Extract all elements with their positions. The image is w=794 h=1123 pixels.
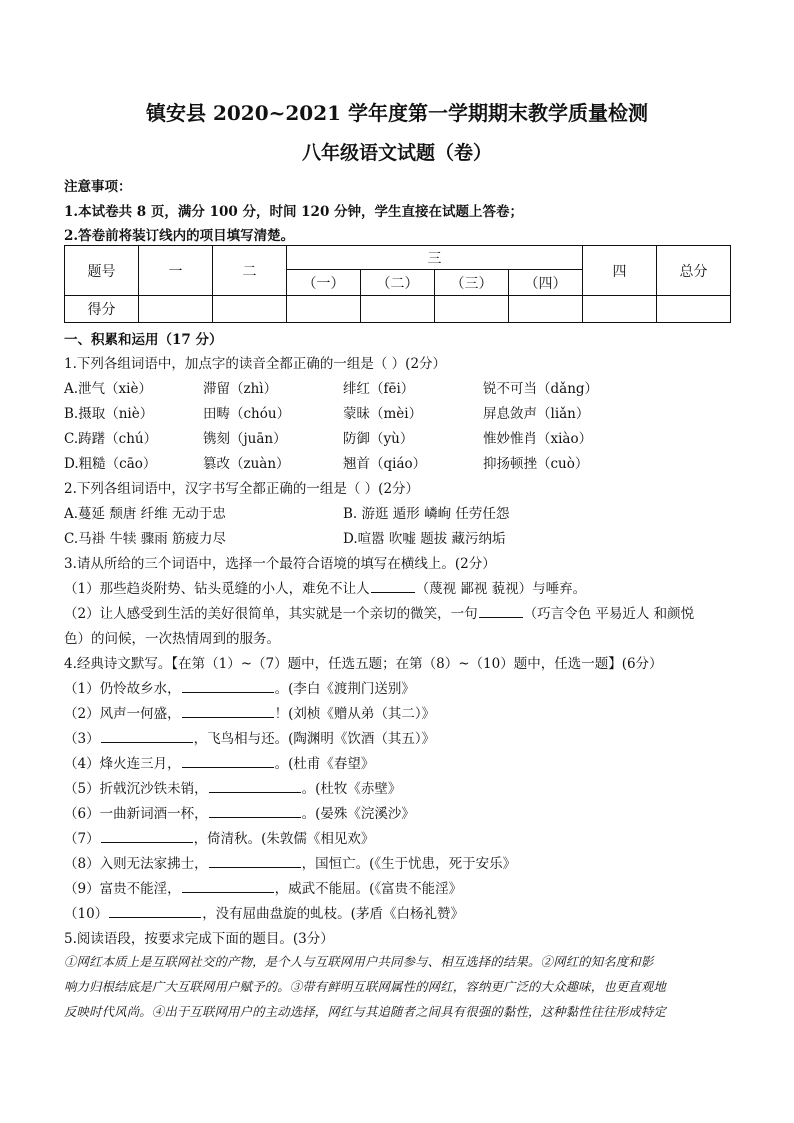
question-stem: 5.阅读语段，按要求完成下面的题目。(3分） (64, 931, 334, 947)
score-header-1: 一 (139, 246, 213, 296)
score-sub-1: （一） (287, 270, 361, 296)
score-cell[interactable] (435, 296, 509, 323)
answer-blank[interactable] (371, 580, 415, 593)
question-stem: 4.经典诗文默写。【在第（1）~（7）题中，任选五题；在第（8）~（10）题中，任选一题】(6分） (64, 656, 663, 672)
poem-item (64, 802, 415, 822)
poem-prompt: （3） (64, 731, 100, 747)
sentence-text: （蔑视 鄙视 藐视）与唾弃。 (415, 581, 587, 597)
poem-item (64, 852, 516, 872)
score-cell[interactable] (139, 296, 213, 323)
option-cell: 翘首（qiáo） (343, 456, 427, 472)
sentence-text: （2）让人感受到生活的美好很简单，其实就是一个亲切的微笑，一句 (64, 606, 478, 622)
poem-source: ，飞鸟相与还。(陶渊明《饮酒（其五）》 (193, 731, 436, 747)
poem-source: ，威武不能屈。(《富贵不能淫》 (274, 881, 463, 897)
notice-item-1: 1.本试卷共 8 页，满分 100 分，时间 120 分钟，学生直接在试题上答卷； (64, 204, 524, 220)
poem-prompt: （9）富贵不能淫， (64, 881, 181, 897)
answer-blank[interactable] (182, 755, 274, 768)
option-cell: 惟妙惟肖（xiào） (483, 431, 593, 447)
question-stem: 3.请从所给的三个词语中，选择一个最符合语境的填写在横线上。(2分） (64, 556, 496, 572)
option-cell: 绯红（fēi） (343, 381, 415, 397)
poem-source: ，国恒亡。(《生于忧患，死于安乐》 (301, 856, 517, 872)
score-header-tihao: 题号 (65, 246, 139, 296)
score-cell[interactable] (287, 296, 361, 323)
exam-title: 镇安县 2020~2021 学年度第一学期期末教学质量检测 (145, 101, 648, 125)
score-cell[interactable] (509, 296, 583, 323)
sentence-text: （1）那些趋炎附势、钻头觅缝的小人，难免不让人 (64, 581, 370, 597)
poem-item (64, 727, 435, 747)
score-header-total: 总分 (657, 246, 731, 296)
answer-blank[interactable] (182, 705, 274, 718)
option-cell: A.蔓延 颓唐 纤维 无动于忠 (64, 506, 226, 522)
option-cell: 滞留（zhì） (203, 381, 278, 397)
option-cell: 锐不可当（dǎng） (483, 381, 599, 397)
option-cell: 镌刻（juān） (203, 431, 287, 447)
answer-blank[interactable] (109, 905, 201, 918)
exam-subtitle: 八年级语文试题（卷） (301, 142, 492, 164)
poem-item (64, 827, 374, 847)
poem-source: 。(晏殊《浣溪沙》 (301, 806, 415, 822)
score-table (64, 245, 731, 323)
option-cell: 田畴（chóu） (203, 406, 291, 422)
score-header-4: 四 (583, 246, 657, 296)
answer-blank[interactable] (209, 805, 301, 818)
sentence-text: （巧言令色 平易近人 和颜悦 (523, 606, 695, 622)
answer-blank[interactable] (209, 855, 301, 868)
sentence-continuation: 色）的问候，一次热情周到的服务。 (64, 631, 280, 647)
option-cell: C.踌躇（chú） (64, 431, 158, 447)
score-cell[interactable] (657, 296, 731, 323)
section-heading: 一、积累和运用（17 分） (64, 332, 223, 348)
answer-blank[interactable] (101, 830, 193, 843)
option-cell: D.喧嚣 吹嘘 题拔 藏污纳垢 (343, 531, 506, 547)
question-stem: 1.下列各组词语中，加点字的读音全都正确的一组是（ ）(2分） (64, 356, 447, 372)
option-cell: 蒙昧（mèi） (343, 406, 423, 422)
answer-blank[interactable] (182, 680, 274, 693)
option-cell: D.粗糙（cāo） (64, 456, 157, 472)
poem-source: ！(刘桢《赠从弟（其二）》 (274, 706, 436, 722)
poem-item (64, 702, 435, 722)
poem-prompt: （5）折戟沉沙铁未销， (64, 781, 208, 797)
poem-item (64, 752, 374, 772)
passage-line: 响力归根结底是广大互联网用户赋予的。③带有鲜明互联网属性的网红，容纳更广泛的大众趣味，也更直观地 (64, 979, 666, 994)
poem-source: 。(杜甫《春望》 (274, 756, 375, 772)
poem-item (64, 677, 415, 697)
poem-prompt: （7） (64, 831, 100, 847)
poem-item (64, 877, 462, 897)
option-cell: 篡改（zuàn） (203, 456, 290, 472)
option-cell: B. 游逛 遁形 嶙峋 任劳任怨 (343, 506, 510, 522)
passage-line: 反映时代风尚。④出于互联网用户的主动选择，网红与其追随者之间具有很强的黏性，这种黏性往往形成特定 (64, 1004, 666, 1019)
notice-item-2: 2.答卷前将装订线内的项目填写清楚。 (64, 228, 295, 244)
poem-prompt: （1）仍怜故乡水， (64, 681, 181, 697)
score-cell[interactable] (583, 296, 657, 323)
option-cell: 防御（yù） (343, 431, 414, 447)
poem-source: ，没有屈曲盘旋的虬枝。(茅盾《白杨礼赞》 (202, 906, 464, 922)
option-cell: 抑扬顿挫（cuò） (483, 456, 589, 472)
option-cell: A.泄气（xiè） (64, 381, 152, 397)
poem-source: 。(李白《渡荆门送别》 (274, 681, 415, 697)
score-header-2: 二 (213, 246, 287, 296)
option-cell: B.摄取（niè） (64, 406, 154, 422)
score-cell[interactable] (213, 296, 287, 323)
option-cell: C.马褂 牛犊 骤雨 筋疲力尽 (64, 531, 227, 547)
notice-heading: 注意事项： (64, 179, 132, 195)
poem-item (64, 902, 464, 922)
passage-line: ①网红本质上是互联网社交的产物，是个人与互联网用户共同参与、相互选择的结果。②网红的知名度和影 (64, 954, 654, 969)
answer-blank[interactable] (479, 605, 523, 618)
score-sub-2: （二） (361, 270, 435, 296)
score-header-3: 三 (287, 246, 583, 270)
fill-sentence (64, 577, 586, 597)
poem-prompt: （10） (64, 906, 109, 922)
poem-prompt: （8）入则无法家拂士， (64, 856, 208, 872)
poem-prompt: （6）一曲新词酒一杯， (64, 806, 208, 822)
score-sub-4: （四） (509, 270, 583, 296)
poem-source: 。(杜牧《赤壁》 (301, 781, 402, 797)
answer-blank[interactable] (101, 730, 193, 743)
poem-prompt: （2）风声一何盛， (64, 706, 181, 722)
score-cell[interactable] (361, 296, 435, 323)
answer-blank[interactable] (209, 780, 301, 793)
poem-prompt: （4）烽火连三月， (64, 756, 181, 772)
poem-source: ，倚清秋。(朱敦儒《相见欢》 (193, 831, 375, 847)
answer-blank[interactable] (182, 880, 274, 893)
score-sub-3: （三） (435, 270, 509, 296)
poem-item (64, 777, 401, 797)
question-stem: 2.下列各组词语中，汉字书写全都正确的一组是（ ）(2分） (64, 481, 420, 497)
score-row-label: 得分 (65, 296, 139, 323)
fill-sentence (64, 602, 694, 622)
option-cell: 屏息敛声（liǎn） (483, 406, 590, 422)
